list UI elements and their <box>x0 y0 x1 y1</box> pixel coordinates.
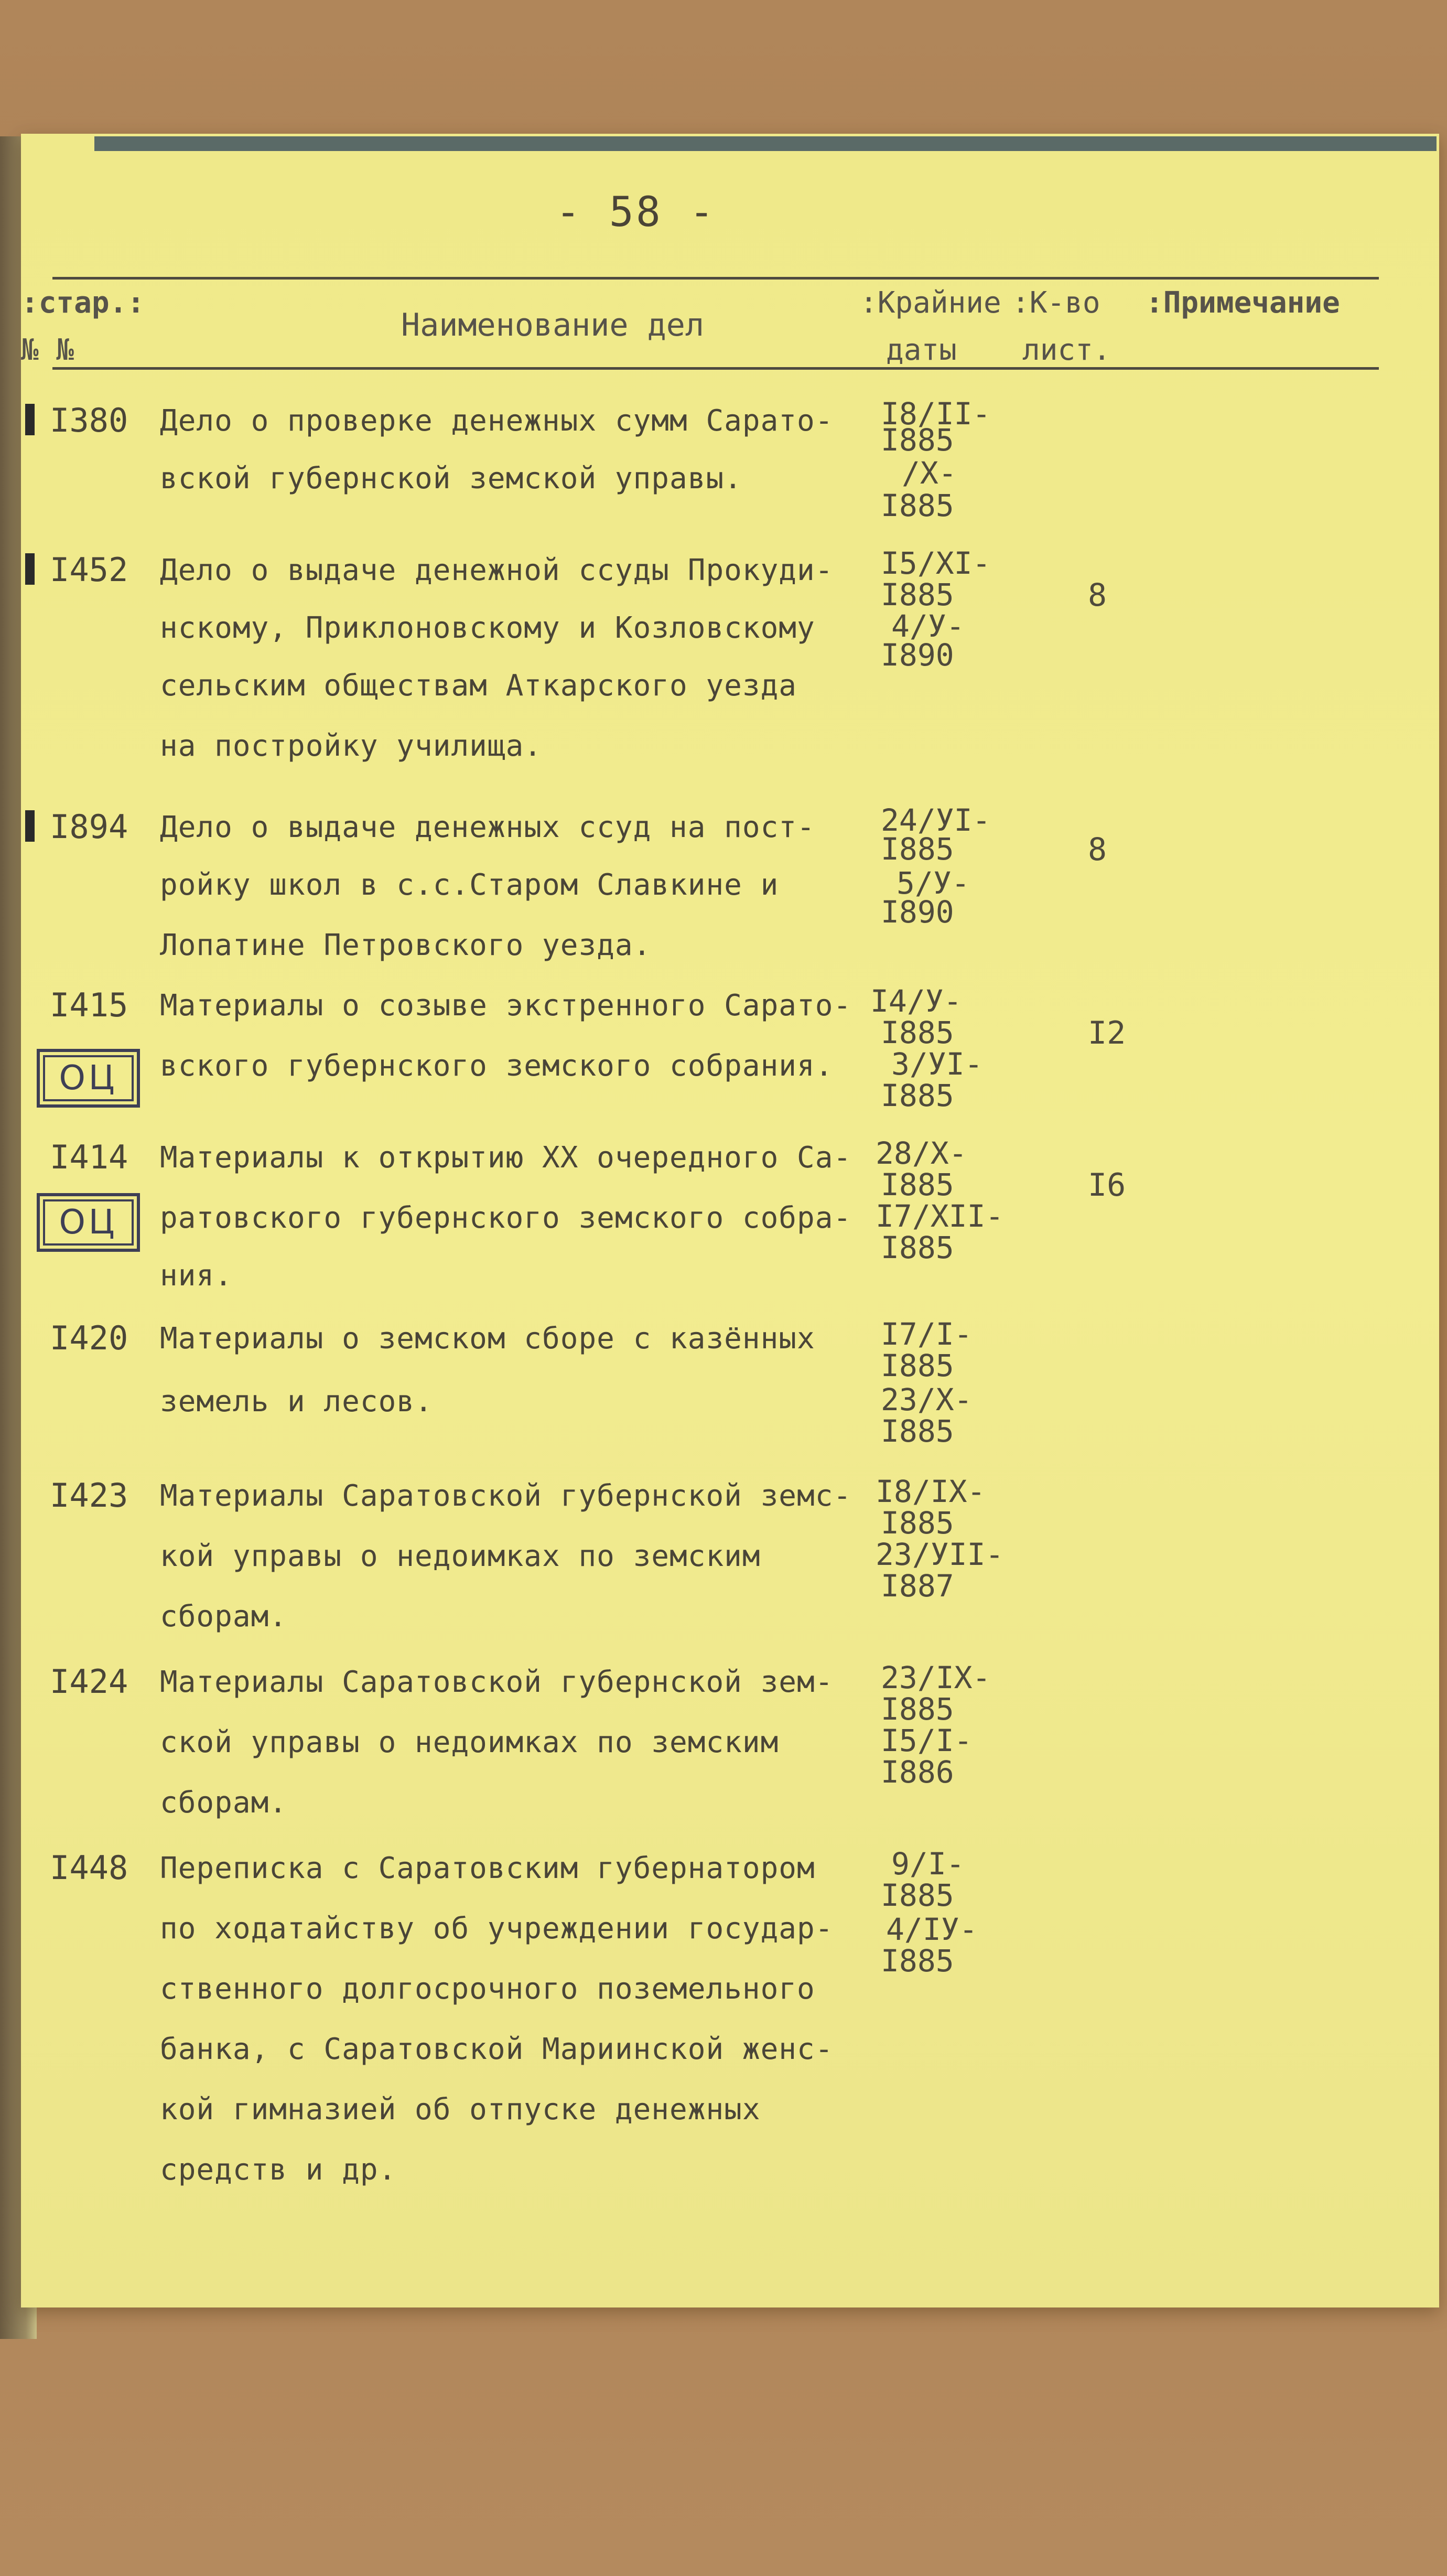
row-date-start-year: I885 <box>881 1167 954 1203</box>
row-title-line: банка, с Саратовской Мариинской женс- <box>160 2032 834 2066</box>
row-old-number: I448 <box>50 1849 128 1887</box>
row-title-line: Материалы о созыве экстренного Сарато- <box>160 989 852 1023</box>
row-title-line: вского губернского земского собрания. <box>160 1049 834 1083</box>
row-date-end: 3/УI- <box>891 1046 983 1082</box>
oc-stamp: ОЦ <box>37 1193 140 1252</box>
row-title-line: Материалы к открытию XX очередного Са- <box>160 1141 852 1175</box>
row-date-start-year: I885 <box>881 1877 954 1913</box>
row-title-line: ственного долгосрочного поземельного <box>160 1972 815 2006</box>
row-date-start: 9/I- <box>891 1846 965 1882</box>
row-old-number: I415 <box>50 986 128 1024</box>
row-date-end-year: I887 <box>881 1568 954 1604</box>
row-title-line: Материалы о земском сборе с казённых <box>160 1322 815 1356</box>
row-date-start: 24/УI- <box>881 802 991 838</box>
oc-stamp: ОЦ <box>37 1049 140 1108</box>
row-date-start-year: I885 <box>881 1348 954 1383</box>
header-sheets-2: лист. <box>1022 333 1111 367</box>
row-date-end: 4/IУ- <box>886 1912 978 1947</box>
row-title-line: по ходатайству об учреждении государ- <box>160 1912 834 1946</box>
row-date-start-year: I885 <box>881 422 954 458</box>
row-title-line: Дело о выдаче денежных ссуд на пост- <box>160 810 815 844</box>
row-title-line: сельским обществам Аткарского уезда <box>160 669 797 703</box>
row-title-line: вской губернской земской управы. <box>160 461 742 496</box>
row-title-line: Лопатине Петровского уезда. <box>160 928 652 962</box>
row-title-line: сборам. <box>160 1786 288 1820</box>
row-date-start-year: I885 <box>881 1015 954 1050</box>
row-date-start: 28/X- <box>876 1135 967 1171</box>
row-date-end: 23/УII- <box>876 1537 1004 1572</box>
row-date-end-year: I885 <box>881 488 954 523</box>
row-date-end-year: I885 <box>881 1230 954 1265</box>
row-title-line: Материалы Саратовской губернской земс- <box>160 1479 852 1513</box>
row-title-line: сборам. <box>160 1600 288 1634</box>
header-top-rule <box>52 277 1379 280</box>
row-title-line: на постройку училища. <box>160 729 543 763</box>
row-date-end: I7/XII- <box>876 1198 1004 1234</box>
header-sheets-1: :К-во <box>1012 286 1100 320</box>
row-old-number: I452 <box>50 551 128 589</box>
row-date-end: 23/X- <box>881 1382 973 1418</box>
row-date-start: 23/IX- <box>881 1660 991 1695</box>
row-title-line: ской управы о недоимках по земским <box>160 1725 779 1759</box>
row-title-line: земель и лесов. <box>160 1384 433 1419</box>
page-number: - 58 - <box>556 189 716 236</box>
row-title-line: ратовского губернского земского собра- <box>160 1201 852 1235</box>
row-old-number: I420 <box>50 1319 128 1357</box>
row-date-start: I5/XI- <box>881 545 991 581</box>
row-old-number: I424 <box>50 1662 128 1701</box>
row-date-start: I8/IX- <box>876 1474 986 1509</box>
row-date-end: 5/У- <box>897 865 970 901</box>
row-title-line: кой управы о недоимках по земским <box>160 1539 761 1573</box>
left-edge-mark <box>25 404 35 435</box>
row-old-number: I894 <box>50 808 128 846</box>
row-title-line: Переписка с Саратовским губернатором <box>160 1851 815 1885</box>
row-date-end: 4/У- <box>891 608 965 644</box>
row-date-end-year: I886 <box>881 1754 954 1790</box>
row-title-line: Материалы Саратовской губернской зем- <box>160 1665 834 1699</box>
header-old-number-2: № № <box>21 333 74 367</box>
row-title-line: нскому, Приклоновскому и Козловскому <box>160 611 815 645</box>
row-sheet-count: I2 <box>1088 1015 1126 1051</box>
header-bottom-rule <box>52 367 1379 370</box>
left-edge-mark <box>25 553 35 585</box>
row-title-line: Дело о выдаче денежной ссуды Прокуди- <box>160 553 834 587</box>
header-notes: :Примечание <box>1146 286 1340 320</box>
row-date-end-year: I885 <box>881 1078 954 1113</box>
row-date-start-year: I885 <box>881 1505 954 1541</box>
row-date-start: I8/II- <box>881 396 991 432</box>
page-top-edge <box>94 136 1437 151</box>
row-sheet-count: 8 <box>1088 831 1107 868</box>
row-title-line: ройку школ в с.с.Старом Славкине и <box>160 868 779 902</box>
header-title: Наименование дел <box>401 307 704 344</box>
row-title-line: средств и др. <box>160 2153 397 2187</box>
row-old-number: I414 <box>50 1138 128 1176</box>
row-sheet-count: 8 <box>1088 577 1107 614</box>
header-dates-1: :Крайние <box>860 286 1001 320</box>
row-old-number: I380 <box>50 401 128 439</box>
row-date-start: I7/I- <box>881 1316 973 1352</box>
row-title-line: кой гимназией об отпуске денежных <box>160 2092 761 2127</box>
row-date-end-year: I890 <box>881 894 954 930</box>
row-date-start-year: I885 <box>881 577 954 613</box>
row-title-line: Дело о проверке денежных сумм Сарато- <box>160 404 834 438</box>
row-date-start-year: I885 <box>881 831 954 867</box>
left-edge-mark <box>25 810 35 842</box>
row-date-end-year: I885 <box>881 1413 954 1449</box>
row-date-end: I5/I- <box>881 1723 973 1758</box>
row-date-end: /X- <box>902 455 957 491</box>
row-date-start: I4/У- <box>870 983 962 1019</box>
header-old-number-1: :стар.: <box>21 286 145 320</box>
row-sheet-count: I6 <box>1088 1167 1126 1204</box>
header-dates-2: даты <box>886 333 957 367</box>
row-title-line: ния. <box>160 1259 233 1293</box>
row-date-end-year: I890 <box>881 637 954 673</box>
row-date-end-year: I885 <box>881 1943 954 1979</box>
row-date-start-year: I885 <box>881 1691 954 1727</box>
row-old-number: I423 <box>50 1476 128 1515</box>
